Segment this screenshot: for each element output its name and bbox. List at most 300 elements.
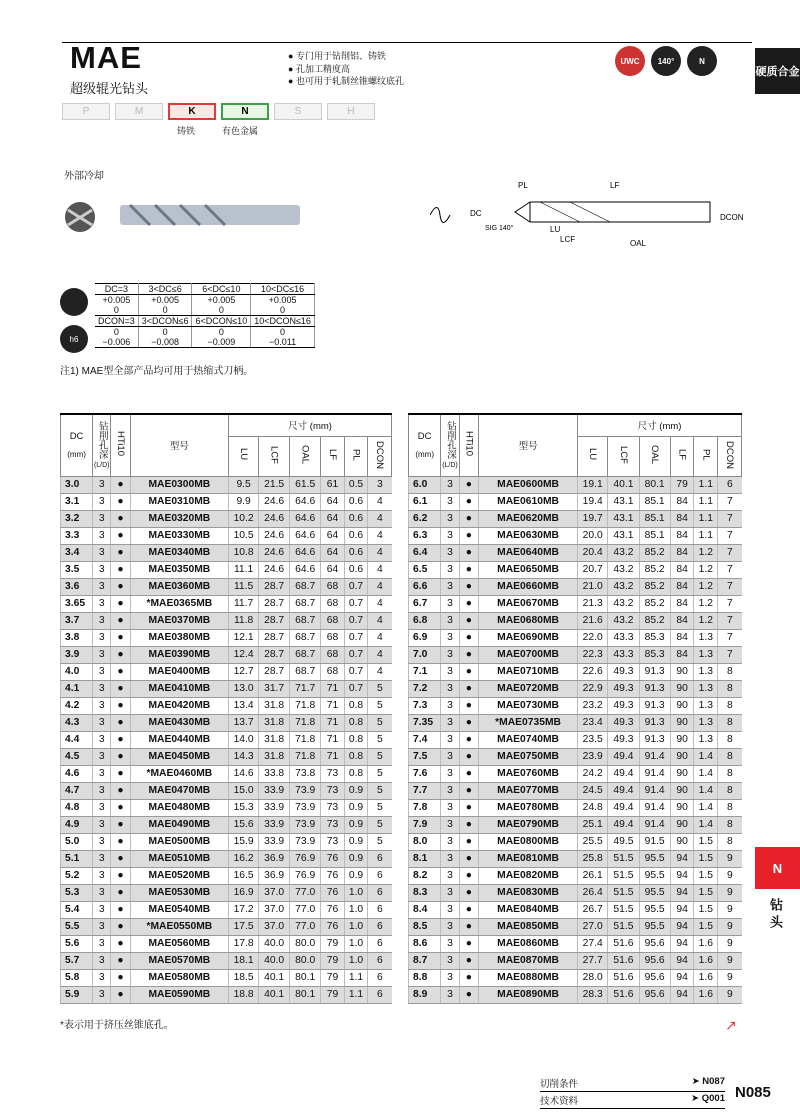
hti10-dot-icon: ● [111, 646, 130, 663]
page-number: N085 [735, 1084, 771, 1101]
table-row[interactable] [409, 493, 742, 510]
table-row[interactable] [61, 782, 392, 799]
table-row[interactable] [61, 765, 392, 782]
hti10-dot-icon: ● [111, 731, 130, 748]
cell-dim: 9 [718, 918, 742, 935]
ref-row[interactable] [540, 1075, 725, 1092]
cell-dim: 84 [670, 493, 694, 510]
table-row[interactable] [409, 510, 742, 527]
cell-dc: 6.9 [409, 629, 441, 646]
cell-dim: 94 [670, 952, 694, 969]
cell-dim: 51.5 [608, 867, 639, 884]
cell-model: MAE0710MB [479, 663, 578, 680]
cell-dc: 6.1 [409, 493, 441, 510]
hti10-dot-icon: ● [111, 680, 130, 697]
table-row[interactable] [61, 527, 392, 544]
cell-dim: 31.8 [259, 748, 290, 765]
cell-dim: 0.6 [344, 493, 368, 510]
hti10-dot-icon: ● [459, 969, 478, 986]
cell-dim: 73.9 [290, 833, 321, 850]
cell-dim: 0.6 [344, 510, 368, 527]
hti10-dot-icon: ● [459, 646, 478, 663]
cell-model: MAE0300MB [130, 476, 229, 493]
cell-depth: 3 [441, 748, 459, 765]
cell-dim: 4 [368, 629, 392, 646]
cell-dim: 13.0 [229, 680, 259, 697]
cell-dim: 0.9 [344, 833, 368, 850]
table-row[interactable] [409, 544, 742, 561]
table-row[interactable] [61, 646, 392, 663]
cell-model: MAE0840MB [479, 901, 578, 918]
cell-dim: 49.5 [608, 833, 639, 850]
col-dim: PL [694, 436, 718, 476]
cell-dim: 6 [368, 850, 392, 867]
cell-model: MAE0520MB [130, 867, 229, 884]
col-dims: 尺寸 (mm) [578, 414, 742, 436]
cell-dim: 91.4 [639, 765, 670, 782]
cell-dim: 8 [718, 680, 742, 697]
col-dim: DCON [718, 436, 742, 476]
cell-model: MAE0390MB [130, 646, 229, 663]
table-row[interactable] [409, 799, 742, 816]
cell-dim: 73.9 [290, 816, 321, 833]
dimension-diagram [430, 180, 750, 255]
table-row[interactable] [61, 731, 392, 748]
table-row[interactable] [409, 969, 742, 986]
table-row[interactable] [61, 629, 392, 646]
cell-dc: 4.8 [61, 799, 93, 816]
cell-dim: 68.7 [290, 646, 321, 663]
cell-depth: 3 [93, 578, 111, 595]
table-row[interactable] [409, 901, 742, 918]
dim-label: PL [518, 181, 528, 190]
table-row[interactable] [409, 884, 742, 901]
cell-dim: 64.6 [290, 561, 321, 578]
material-k-label: 铸铁 [177, 126, 196, 136]
table-row[interactable] [61, 510, 392, 527]
cell-dim: 7 [718, 527, 742, 544]
cell-dim: 31.8 [259, 714, 290, 731]
cell-model: MAE0480MB [130, 799, 229, 816]
table-row[interactable] [61, 493, 392, 510]
cell-dim: 84 [670, 510, 694, 527]
cell-dim: 0.9 [344, 782, 368, 799]
cell-dc: 8.1 [409, 850, 441, 867]
category-tab[interactable]: 硬质合金 [755, 48, 800, 94]
table-row[interactable] [61, 901, 392, 918]
cell-dim: 91.4 [639, 748, 670, 765]
cell-dim: 95.6 [639, 952, 670, 969]
cell-dim: 1.1 [694, 527, 718, 544]
cell-dc: 7.9 [409, 816, 441, 833]
cell-dim: 1.3 [694, 680, 718, 697]
hti10-dot-icon: ● [111, 493, 130, 510]
cell-dim: 22.0 [578, 629, 608, 646]
cell-dim: 19.1 [578, 476, 608, 493]
cell-dim: 15.6 [229, 816, 259, 833]
cell-dim: 1.3 [694, 697, 718, 714]
cell-dim: 6 [368, 986, 392, 1003]
cell-depth: 3 [441, 952, 459, 969]
table-row[interactable] [61, 748, 392, 765]
cell-dim: 90 [670, 782, 694, 799]
cell-model: MAE0470MB [130, 782, 229, 799]
cell-dim: 0.6 [344, 544, 368, 561]
cell-dim: 37.0 [259, 901, 290, 918]
cell-dim: 11.1 [229, 561, 259, 578]
table-row[interactable] [61, 867, 392, 884]
cell-dim: 24.8 [578, 799, 608, 816]
cell-dim: 84 [670, 544, 694, 561]
table-row[interactable] [409, 612, 742, 629]
cell-model: MAE0810MB [479, 850, 578, 867]
reference-links [540, 1075, 725, 1109]
table-row[interactable] [409, 867, 742, 884]
cell-dc: 3.2 [61, 510, 93, 527]
cell-dim: 68.7 [290, 612, 321, 629]
ref-row[interactable] [540, 1092, 725, 1109]
cell-dim: 1.1 [344, 986, 368, 1003]
cell-dim: 49.4 [608, 748, 639, 765]
cell-dim: 91.4 [639, 799, 670, 816]
cell-dc: 4.7 [61, 782, 93, 799]
table-row[interactable] [409, 663, 742, 680]
cell-dim: 95.6 [639, 935, 670, 952]
hti10-dot-icon: ● [459, 799, 478, 816]
cell-dim: 85.1 [639, 493, 670, 510]
cell-model: MAE0510MB [130, 850, 229, 867]
cell-depth: 3 [93, 765, 111, 782]
table-row[interactable] [61, 595, 392, 612]
hti10-dot-icon: ● [111, 986, 130, 1003]
table-row[interactable] [61, 714, 392, 731]
table-row[interactable] [61, 986, 392, 1003]
cell-dim: 24.6 [259, 544, 290, 561]
cell-depth: 3 [441, 527, 459, 544]
cell-dim: 85.1 [639, 527, 670, 544]
hti10-dot-icon: ● [459, 731, 478, 748]
cell-dim: 1.2 [694, 544, 718, 561]
col-depth: 钻削孔深 (L/D) [441, 414, 459, 476]
cell-dim: 10.5 [229, 527, 259, 544]
cell-dim: 5 [368, 714, 392, 731]
cell-dc: 3.1 [61, 493, 93, 510]
cell-dim: 51.5 [608, 918, 639, 935]
cell-dc: 5.9 [61, 986, 93, 1003]
cell-dim: 31.8 [259, 697, 290, 714]
feature-item: ● 专门用于钻削铝、铸铁 [288, 50, 404, 63]
table-row[interactable] [409, 595, 742, 612]
cell-dim: 49.4 [608, 782, 639, 799]
footnote: *表示用于挤压丝锥底孔。 [60, 1020, 174, 1031]
cell-dim: 0.7 [344, 629, 368, 646]
cell-dim: 49.3 [608, 714, 639, 731]
cell-dc: 6.8 [409, 612, 441, 629]
h6-tolerance-icon: h6 [60, 325, 88, 353]
table-row[interactable] [61, 544, 392, 561]
cell-dim: 24.2 [578, 765, 608, 782]
table-row[interactable] [409, 629, 742, 646]
cell-dim: 80.1 [639, 476, 670, 493]
table-row[interactable] [409, 782, 742, 799]
cell-dc: 5.8 [61, 969, 93, 986]
hti10-dot-icon: ● [111, 867, 130, 884]
table-row[interactable] [409, 680, 742, 697]
cell-depth: 3 [441, 918, 459, 935]
table-row[interactable] [61, 935, 392, 952]
cell-dim: 18.1 [229, 952, 259, 969]
cell-model: *MAE0735MB [479, 714, 578, 731]
cell-dim: 1.6 [694, 952, 718, 969]
cell-dim: 5 [368, 748, 392, 765]
cell-depth: 3 [441, 850, 459, 867]
cell-dim: 80.1 [290, 969, 321, 986]
table-row[interactable] [61, 918, 392, 935]
cell-model: MAE0690MB [479, 629, 578, 646]
cell-dim: 71.8 [290, 697, 321, 714]
cell-dim: 71 [321, 731, 345, 748]
cell-model: MAE0660MB [479, 578, 578, 595]
cell-depth: 3 [441, 816, 459, 833]
cell-dim: 85.1 [639, 510, 670, 527]
cell-dim: 28.7 [259, 578, 290, 595]
cell-dim: 43.1 [608, 493, 639, 510]
cell-model: MAE0750MB [479, 748, 578, 765]
cell-dim: 91.3 [639, 731, 670, 748]
tol-val [251, 295, 315, 316]
cell-dim: 0.9 [344, 816, 368, 833]
tol-upper: +0.005 [207, 295, 236, 305]
hti10-dot-icon: ● [111, 901, 130, 918]
cell-dim: 5 [368, 782, 392, 799]
point-angle-icon: 140° [651, 46, 681, 76]
cell-model: MAE0870MB [479, 952, 578, 969]
table-row[interactable] [409, 578, 742, 595]
cell-dim: 0.8 [344, 765, 368, 782]
cell-model: MAE0620MB [479, 510, 578, 527]
cell-depth: 3 [93, 544, 111, 561]
cell-dim: 8 [718, 663, 742, 680]
cell-depth: 3 [441, 697, 459, 714]
hti10-dot-icon: ● [459, 714, 478, 731]
section-tab-n[interactable]: N [755, 847, 800, 889]
cell-dim: 1.2 [694, 561, 718, 578]
cell-dc: 7.35 [409, 714, 441, 731]
cell-dim: 90 [670, 833, 694, 850]
table-row[interactable] [409, 748, 742, 765]
cell-dim: 84 [670, 561, 694, 578]
dim-label: DCON [720, 213, 744, 222]
ref-page[interactable]: ➤ Q001 [691, 1093, 725, 1104]
cell-dim: 4 [368, 544, 392, 561]
table-row[interactable] [409, 833, 742, 850]
cell-dim: 28.7 [259, 595, 290, 612]
table-row[interactable] [61, 969, 392, 986]
table-row[interactable] [409, 765, 742, 782]
material-grid [62, 103, 375, 120]
cell-dim: 43.2 [608, 561, 639, 578]
table-row[interactable] [409, 816, 742, 833]
table-row[interactable] [61, 476, 392, 493]
cell-dim: 79 [321, 935, 345, 952]
table-row[interactable] [61, 697, 392, 714]
product-table-left [60, 413, 392, 1004]
cell-dc: 7.4 [409, 731, 441, 748]
tol-upper: 0 [162, 327, 168, 337]
cell-depth: 3 [93, 476, 111, 493]
cell-dim: 13.4 [229, 697, 259, 714]
cell-model: MAE0350MB [130, 561, 229, 578]
tol-lower: 0 [162, 305, 168, 315]
cell-dim: 64.6 [290, 510, 321, 527]
cell-dim: 85.3 [639, 646, 670, 663]
cell-dim: 91.5 [639, 833, 670, 850]
cell-dim: 64 [321, 544, 345, 561]
table-row[interactable] [61, 680, 392, 697]
cell-dim: 43.2 [608, 595, 639, 612]
table-row[interactable] [61, 816, 392, 833]
cell-dim: 71.8 [290, 748, 321, 765]
cell-dc: 5.1 [61, 850, 93, 867]
cell-depth: 3 [93, 663, 111, 680]
cell-dim: 1.4 [694, 765, 718, 782]
hti10-dot-icon: ● [111, 782, 130, 799]
table-row[interactable] [61, 578, 392, 595]
cell-model: MAE0580MB [130, 969, 229, 986]
cell-dc: 4.6 [61, 765, 93, 782]
table-row[interactable] [409, 697, 742, 714]
table-row[interactable] [409, 527, 742, 544]
cell-dc: 6.4 [409, 544, 441, 561]
cell-depth: 3 [93, 680, 111, 697]
cell-dim: 8 [718, 731, 742, 748]
cell-dim: 71.8 [290, 731, 321, 748]
cell-dim: 21.3 [578, 595, 608, 612]
cell-dim: 43.2 [608, 612, 639, 629]
cell-dim: 85.2 [639, 544, 670, 561]
table-row[interactable] [409, 561, 742, 578]
cell-dim: 90 [670, 748, 694, 765]
cell-dim: 40.1 [608, 476, 639, 493]
cell-dim: 4 [368, 663, 392, 680]
cell-dim: 1.4 [694, 782, 718, 799]
cell-dim: 73 [321, 782, 345, 799]
table-row[interactable] [61, 850, 392, 867]
next-page-arrow-icon[interactable]: ↗ [725, 1017, 737, 1033]
dim-label: LU [550, 225, 561, 234]
tol-upper: +0.005 [151, 295, 180, 305]
cell-dim: 85.2 [639, 612, 670, 629]
cell-dim: 1.5 [694, 901, 718, 918]
cell-depth: 3 [93, 969, 111, 986]
cell-depth: 3 [441, 476, 459, 493]
table-row[interactable] [61, 884, 392, 901]
table-row[interactable] [61, 561, 392, 578]
table-row[interactable] [409, 918, 742, 935]
material-n: N [221, 103, 269, 120]
cell-dim: 1.5 [694, 850, 718, 867]
cell-dim: 49.4 [608, 816, 639, 833]
table-row[interactable] [61, 952, 392, 969]
cell-dim: 24.5 [578, 782, 608, 799]
table-row[interactable] [409, 646, 742, 663]
cell-dc: 8.2 [409, 867, 441, 884]
cell-dim: 28.7 [259, 629, 290, 646]
tol-head: 10<DC≤16 [251, 284, 315, 295]
cell-dim: 22.3 [578, 646, 608, 663]
cell-dim: 33.9 [259, 799, 290, 816]
cell-dim: 8 [718, 765, 742, 782]
cell-model: MAE0400MB [130, 663, 229, 680]
hti10-dot-icon: ● [111, 714, 130, 731]
table-row[interactable] [409, 952, 742, 969]
table-row[interactable] [409, 986, 742, 1003]
cell-dim: 49.3 [608, 731, 639, 748]
hti10-dot-icon: ● [459, 884, 478, 901]
table-row[interactable] [409, 935, 742, 952]
cell-dim: 95.6 [639, 986, 670, 1003]
hti10-dot-icon: ● [111, 663, 130, 680]
cell-dim: 64.6 [290, 527, 321, 544]
cell-depth: 3 [441, 901, 459, 918]
cell-model: MAE0600MB [479, 476, 578, 493]
cell-dim: 84 [670, 595, 694, 612]
cell-model: *MAE0460MB [130, 765, 229, 782]
cell-depth: 3 [93, 527, 111, 544]
cell-depth: 3 [93, 646, 111, 663]
cell-dim: 23.5 [578, 731, 608, 748]
cell-dim: 20.0 [578, 527, 608, 544]
ref-page[interactable]: ➤ N087 [691, 1076, 725, 1087]
table-row[interactable] [61, 799, 392, 816]
cell-dim: 73.8 [290, 765, 321, 782]
hti10-dot-icon: ● [111, 748, 130, 765]
top-rule [62, 42, 752, 43]
cell-depth: 3 [93, 918, 111, 935]
cell-dim: 49.3 [608, 663, 639, 680]
cell-dim: 13.7 [229, 714, 259, 731]
tol-lower: −0.011 [269, 337, 297, 347]
hti10-dot-icon: ● [111, 595, 130, 612]
cell-dim: 71.8 [290, 714, 321, 731]
table-row[interactable] [61, 833, 392, 850]
cell-dim: 17.2 [229, 901, 259, 918]
table-row[interactable] [409, 714, 742, 731]
cell-dim: 79 [321, 986, 345, 1003]
cell-depth: 3 [441, 493, 459, 510]
table-row[interactable] [61, 663, 392, 680]
cell-model: MAE0530MB [130, 884, 229, 901]
cell-dim: 64 [321, 527, 345, 544]
table-row[interactable] [409, 731, 742, 748]
table-row[interactable] [409, 476, 742, 493]
cell-model: MAE0700MB [479, 646, 578, 663]
hti10-dot-icon: ● [459, 782, 478, 799]
table-row[interactable] [61, 612, 392, 629]
cell-depth: 3 [93, 510, 111, 527]
cell-dim: 22.6 [578, 663, 608, 680]
tol-lower: −0.006 [102, 337, 131, 347]
cell-dim: 9 [718, 969, 742, 986]
cell-depth: 3 [93, 850, 111, 867]
cell-dim: 94 [670, 884, 694, 901]
cell-dim: 0.8 [344, 748, 368, 765]
cell-dim: 0.5 [344, 476, 368, 493]
cell-dim: 14.0 [229, 731, 259, 748]
hti10-dot-icon: ● [111, 612, 130, 629]
cell-dc: 4.9 [61, 816, 93, 833]
table-row[interactable] [409, 850, 742, 867]
